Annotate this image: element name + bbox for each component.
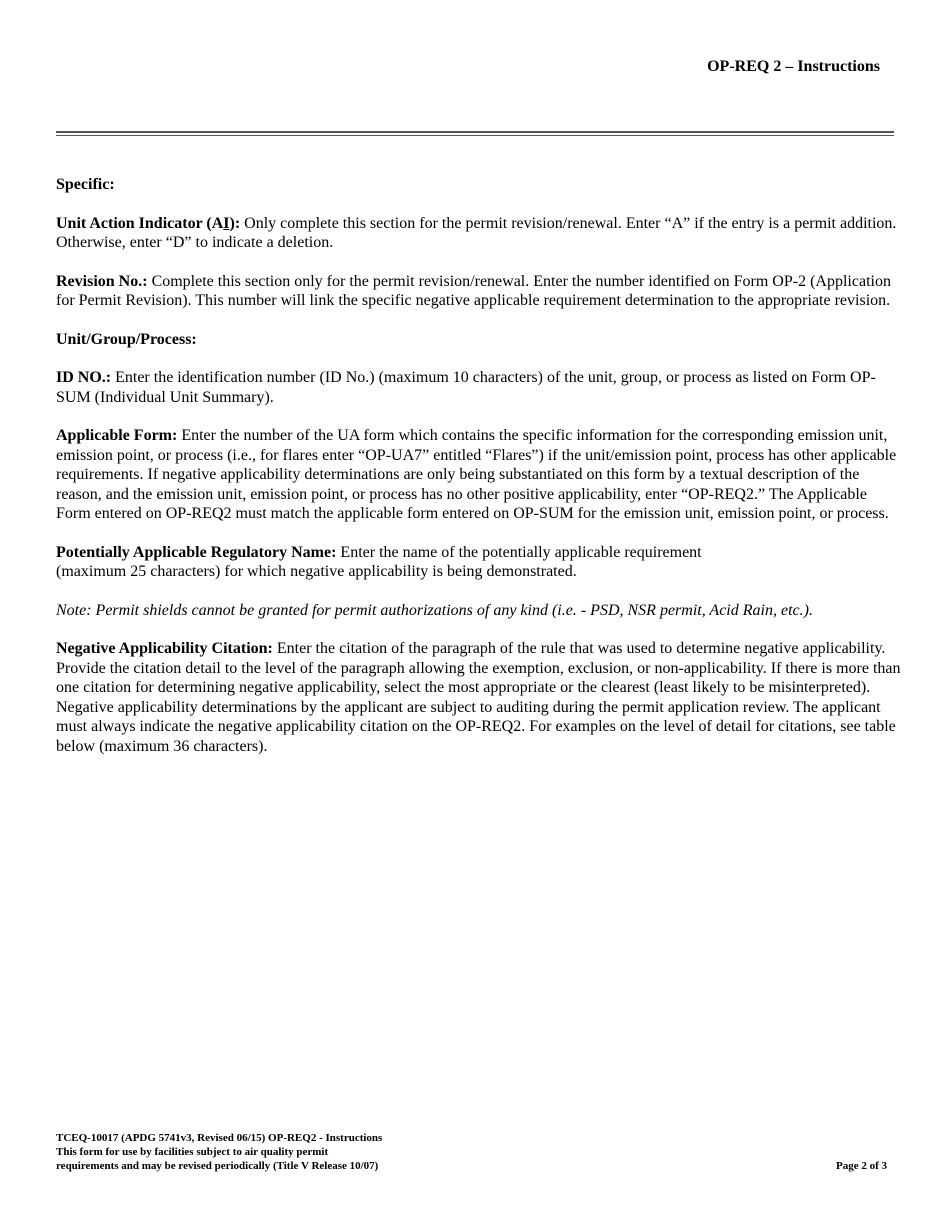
unit-action-indicator-paragraph: [56, 214, 901, 253]
revision-no-paragraph: [56, 272, 901, 311]
regulatory-name-label: Potentially Applicable Regulatory Name:: [56, 543, 337, 561]
id-no-text: Enter the identification number (ID No.) (maximum 10 characters) of the unit, group, or process as listed on Form OP-SUM (Individual Unit Summary).: [56, 369, 876, 406]
regulatory-name-text-line2: (maximum 25 characters) for which negative applicability is being demonstrated.: [56, 563, 577, 580]
page-title: OP-REQ 2 – Instructions: [707, 58, 880, 75]
citation-text: Enter the citation of the paragraph of the rule that was used to determine negative applicability. Provide the citation detail to the level of the paragraph allowing the exemption, exclusion, or non-applicability. If there is more than one citation for determining negative applicability, select the most appropriate or the clearest (least likely to be misinterpreted). Negative applicability determinations by the applicant are subject to auditing during the permit application review. The applicant must always indicate the negative applicability citation on the OP-REQ2. For examples on the level of detail for citations, see table below (maximum 36 characters).: [56, 640, 901, 755]
id-no-paragraph: [56, 368, 901, 407]
unit-action-indicator-text: Only complete this section for the permit revision/renewal. Enter “A” if the entry is a permit addition. Otherwise, enter “D” to indicate a deletion.: [56, 214, 897, 251]
revision-no-text: Complete this section only for the permit revision/renewal. Enter the number identified on Form OP-2 (Application for Permit Revision). This number will link the specific negative applicable requirement determination to the appropriate revision.: [56, 272, 891, 309]
section-heading-unit-group-process: Unit/Group/Process:: [56, 330, 197, 348]
regulatory-name-text-line1: Enter the name of the potentially applicable requirement: [336, 543, 702, 561]
citation-label: Negative Applicability Citation:: [56, 640, 273, 657]
footer-line-revision: requirements and may be revised periodically (Title V Release 10/07): [56, 1160, 379, 1172]
header-divider: [56, 131, 894, 136]
section-heading-specific: Specific:: [56, 176, 115, 193]
regulatory-name-paragraph: [56, 543, 901, 582]
applicable-form-paragraph: [56, 426, 901, 524]
unit-action-indicator-label: Unit Action Indicator (AI):: [56, 214, 241, 232]
footer-line-usage: This form for use by facilities subject to air quality permit: [56, 1146, 329, 1158]
page-number: Page 2 of 3: [835, 1160, 887, 1172]
revision-no-label: Revision No.:: [56, 272, 148, 290]
instructions-body: [56, 175, 901, 775]
id-no-label: ID NO.:: [56, 369, 112, 386]
citation-paragraph: [56, 639, 901, 756]
footer-line-form-id: TCEQ-10017 (APDG 5741v3, Revised 06/15) OP-REQ2 - Instructions: [56, 1132, 383, 1144]
footer-form-info: [56, 1131, 382, 1173]
permit-shield-note: Note: Permit shields cannot be granted for permit authorizations of any kind (i.e. - PSD, NSR permit, Acid Rain, etc.).: [56, 601, 813, 619]
applicable-form-label: Applicable Form:: [56, 427, 178, 444]
applicable-form-text: Enter the number of the UA form which contains the specific information for the corresponding emission unit, emission point, or process (i.e., for flares enter “OP-UA7” entitled “Flares”) if the unit/emission point, process has other applicable requirements. If negative applicability determinations are only being substantiated on this form by a textual description of the reason, and the emission unit, emission point, or process has no other positive applicability, enter “OP-REQ2.” The Applicable Form entered on OP-REQ2 must match the applicable form entered on OP-SUM for the emission unit, emission point, or process.: [56, 427, 897, 522]
